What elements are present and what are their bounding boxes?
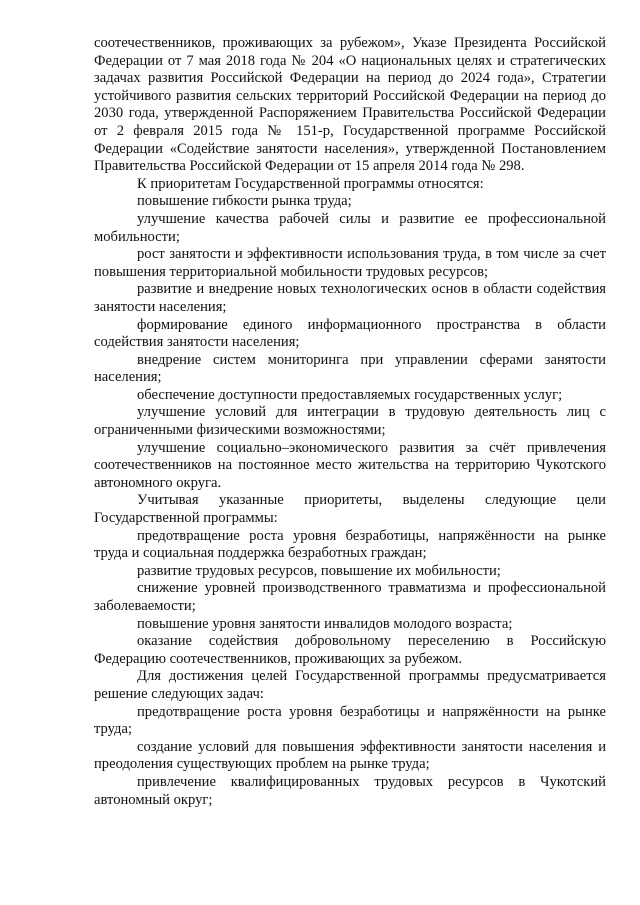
priority-item: улучшение качества рабочей силы и развитие ее профессиональной мобильности; bbox=[94, 210, 606, 245]
priority-item: формирование единого информационного пространства в области содействия занятости населения; bbox=[94, 316, 606, 351]
priority-item: рост занятости и эффективности использования труда, в том числе за счет повышения территориальной мобильности трудовых ресурсов; bbox=[94, 246, 606, 280]
goal-item: оказание содействия добровольному переселению в Российскую Федерацию соотечественников, проживающих за рубежом. bbox=[94, 633, 606, 667]
task-item: предотвращение роста уровня безработицы и напряжённости на рынке труда; bbox=[94, 703, 606, 738]
priority-item: внедрение систем мониторинга при управлении сферами занятости населения; bbox=[94, 351, 606, 386]
paragraph-tasks-intro: Для достижения целей Государственной программы предусматривается решение следующих задач: bbox=[94, 668, 606, 702]
goal-item: повышение уровня занятости инвалидов молодого возраста; bbox=[137, 615, 513, 632]
priority-item: улучшение социально–экономического развития за счёт привлечения соотечественников на постоянное место жительства на территорию Чукотского автономного округа. bbox=[94, 439, 606, 491]
priority-item: повышение гибкости рынка труда; bbox=[137, 193, 352, 210]
goal-item: предотвращение роста уровня безработицы, напряжённости на рынке труда и социальная поддержка безработных граждан; bbox=[94, 527, 606, 562]
goal-item: снижение уровней производственного травматизма и профессиональной заболеваемости; bbox=[94, 580, 606, 614]
document-page bbox=[94, 35, 606, 809]
goal-item: развитие трудовых ресурсов, повышение их мобильности; bbox=[137, 562, 501, 579]
paragraph-priorities-intro: К приоритетам Государственной программы относятся: bbox=[137, 175, 484, 192]
priority-item: улучшение условий для интеграции в трудовую деятельность лиц с ограниченными физическими возможностями; bbox=[94, 404, 606, 439]
priority-item: обеспечение доступности предоставляемых государственных услуг; bbox=[137, 386, 563, 403]
priority-item: развитие и внедрение новых технологических основ в области содействия занятости населения; bbox=[94, 281, 606, 315]
task-item: создание условий для повышения эффективности занятости населения и преодоления существующих проблем на рынке труда; bbox=[94, 738, 606, 773]
paragraph-goals-intro: Учитывая указанные приоритеты, выделены следующие цели Государственной программы: bbox=[94, 492, 606, 527]
task-item: привлечение квалифицированных трудовых ресурсов в Чукотский автономный округ; bbox=[94, 773, 606, 808]
paragraph-continuation: соотечественников, проживающих за рубежом», Указе Президента Российской Федерации от 7 мая 2018 года № 204 «О национальных целях и стратегических задачах развития Российской Федерации на период до 2024 года», Стратегии устойчивого развития сельских территорий Российской Федерации на период до 2030 года, утвержденной Распоряжением Правительства Российской Федерации от 2 февраля 2015 года № 151-р, Государственной программе Российской Федерации «Содействие занятости населения», утвержденной Постановлением Правительства Российской Федерации от 15 апреля 2014 года № 298. bbox=[94, 35, 606, 175]
